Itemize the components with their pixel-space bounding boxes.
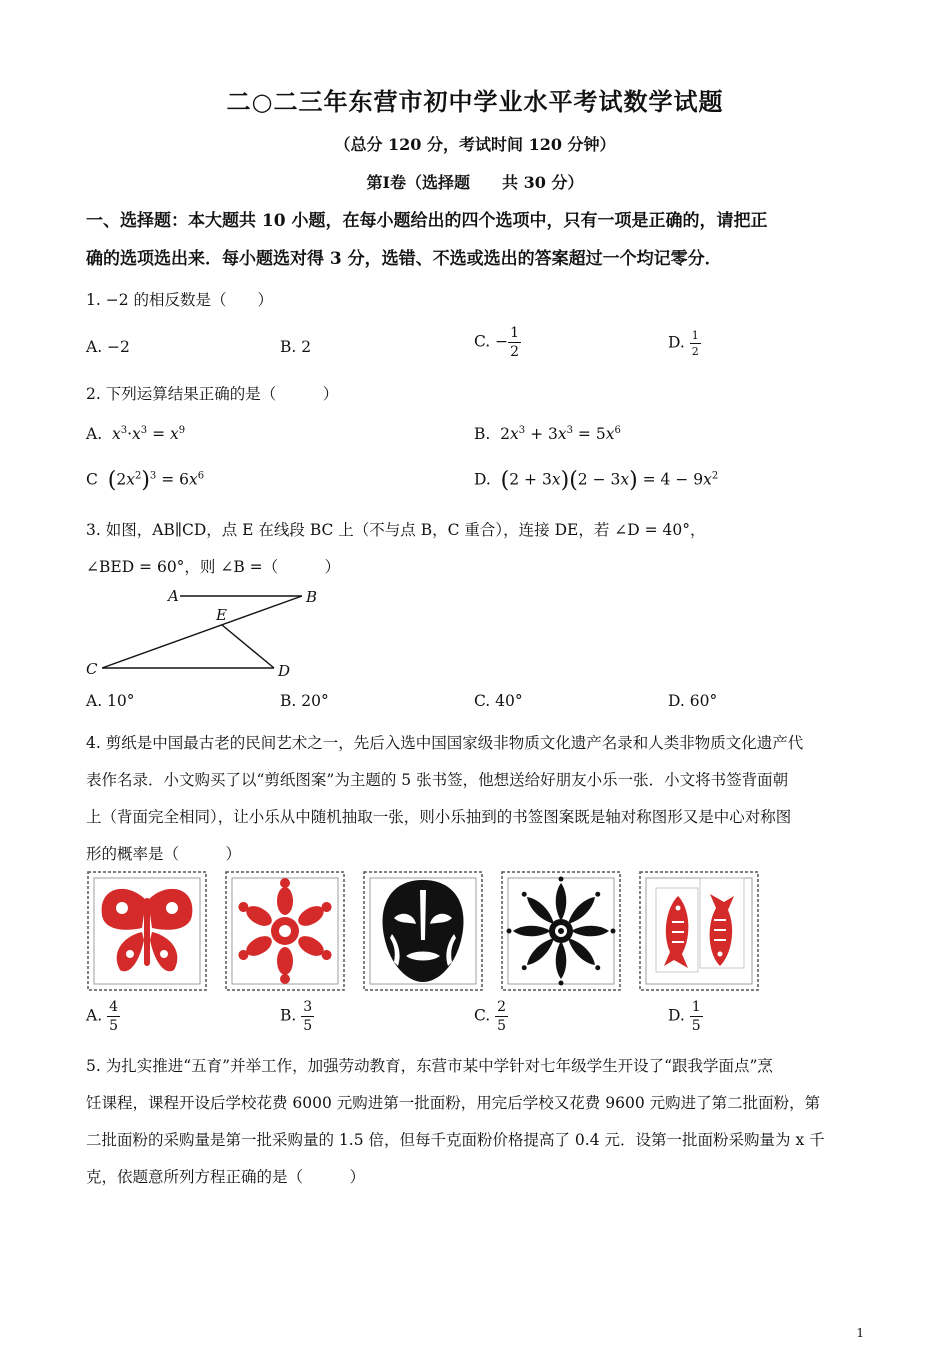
q4-option-c: C. $\frac{2}{5}$ xyxy=(474,999,507,1034)
section-instructions-line2: 确的选项选出来．每小题选对得 3 分，选错、不选或选出的答案超过一个均记零分． xyxy=(86,249,722,269)
q4-option-b: B. $\frac{3}{5}$ xyxy=(280,999,313,1034)
q2-option-c: C $(2x^2)^3 = 6x^6$ xyxy=(86,468,205,493)
section-instructions-line1: 一、选择题：本大题共 10 小题，在每小题给出的四个选项中，只有一项是正确的，请把正 xyxy=(86,211,768,231)
q5-stem-line2: 饪课程，课程开设后学校花费 6000 元购进第一批面粉，用完后学校又花费 9600 元购进了第二批面粉，第 xyxy=(86,1094,821,1112)
exam-subtitle: （总分 120 分，考试时间 120 分钟） xyxy=(334,135,616,154)
exam-title: 二○二三年东营市初中学业水平考试数学试题 xyxy=(226,87,724,116)
q1-stem: 1. −2 的相反数是（ ） xyxy=(86,291,273,309)
q1-option-a: A. −2 xyxy=(86,338,130,356)
q3-stem-line1: 3. 如图，AB∥CD，点 E 在线段 BC 上（不与点 B，C 重合），连接 DE，若 ∠D = 40°， xyxy=(86,521,706,539)
label-e: E xyxy=(216,606,227,624)
q2-option-d: D. $(2 + 3x)(2 - 3x) = 4 - 9x^2$ xyxy=(474,468,719,493)
q3-stem-line2: ∠BED = 60°，则 ∠B =（ ） xyxy=(86,558,341,576)
q2-stem: 2. 下列运算结果正确的是（ ） xyxy=(86,385,339,403)
q3-option-c: C. 40° xyxy=(474,692,523,710)
segment-bc xyxy=(102,596,302,668)
label-c: C xyxy=(86,660,98,678)
q3-option-a: A. 10° xyxy=(86,692,135,710)
q3-option-b: B. 20° xyxy=(280,692,329,710)
bookmark-butterfly-image xyxy=(86,870,208,992)
q4-option-a: A. $\frac{4}{5}$ xyxy=(86,999,118,1034)
q4-option-d: D. $\frac{1}{5}$ xyxy=(668,999,701,1034)
label-d: D xyxy=(278,662,291,680)
q4-stem-line4: 形的概率是（ ） xyxy=(86,845,242,863)
q1-option-c: C. − $\frac{1}{2}$ xyxy=(474,325,520,360)
q5-stem-line4: 克，依题意所列方程正确的是（ ） xyxy=(86,1168,366,1186)
q4-stem-line1: 4. 剪纸是中国最古老的民间艺术之一，先后入选中国国家级非物质文化遗产名录和人类非物质文化遗产代 xyxy=(86,734,804,752)
q2-option-b: B. $2x^3 + 3x^3 = 5x^6$ xyxy=(474,425,621,444)
q5-stem-line3: 二批面粉的采购量是第一批采购量的 1.5 倍，但每千克面粉价格提高了 0.4 元．设第一批面粉采购量为 x 千 xyxy=(86,1131,825,1149)
q2-option-a: A. $x^3\cdot x^3 = x^9$ xyxy=(86,425,186,444)
bookmark-mandala-image xyxy=(500,870,622,992)
q1-option-d: D. $\frac{1}{2}$ xyxy=(668,329,699,358)
bookmark-opera-mask-image xyxy=(362,870,484,992)
q3-option-d: D. 60° xyxy=(668,692,718,710)
page-number: 1 xyxy=(856,1326,864,1340)
volume-label: 第Ⅰ卷（选择题 共 30 分） xyxy=(366,173,584,192)
q4-stem-line2: 表作名录．小文购买了以“剪纸图案”为主题的 5 张书签，他想送给好朋友小乐一张．小文将书签背面朝 xyxy=(86,771,789,789)
q5-stem-line1: 5. 为扎实推进“五育”并举工作，加强劳动教育，东营市某中学针对七年级学生开设了“跟我学面点”烹 xyxy=(86,1057,773,1075)
label-b: B xyxy=(306,588,318,606)
q3-geometry-figure xyxy=(80,584,330,684)
bookmark-snowflake-image xyxy=(224,870,346,992)
q1-option-b: B. 2 xyxy=(280,338,312,356)
bookmark-fish-image xyxy=(638,870,760,992)
segment-ed xyxy=(222,625,274,668)
q4-stem-line3: 上（背面完全相同），让小乐从中随机抽取一张，则小乐抽到的书签图案既是轴对称图形又是中心对称图 xyxy=(86,808,792,826)
label-a: A xyxy=(168,587,179,605)
